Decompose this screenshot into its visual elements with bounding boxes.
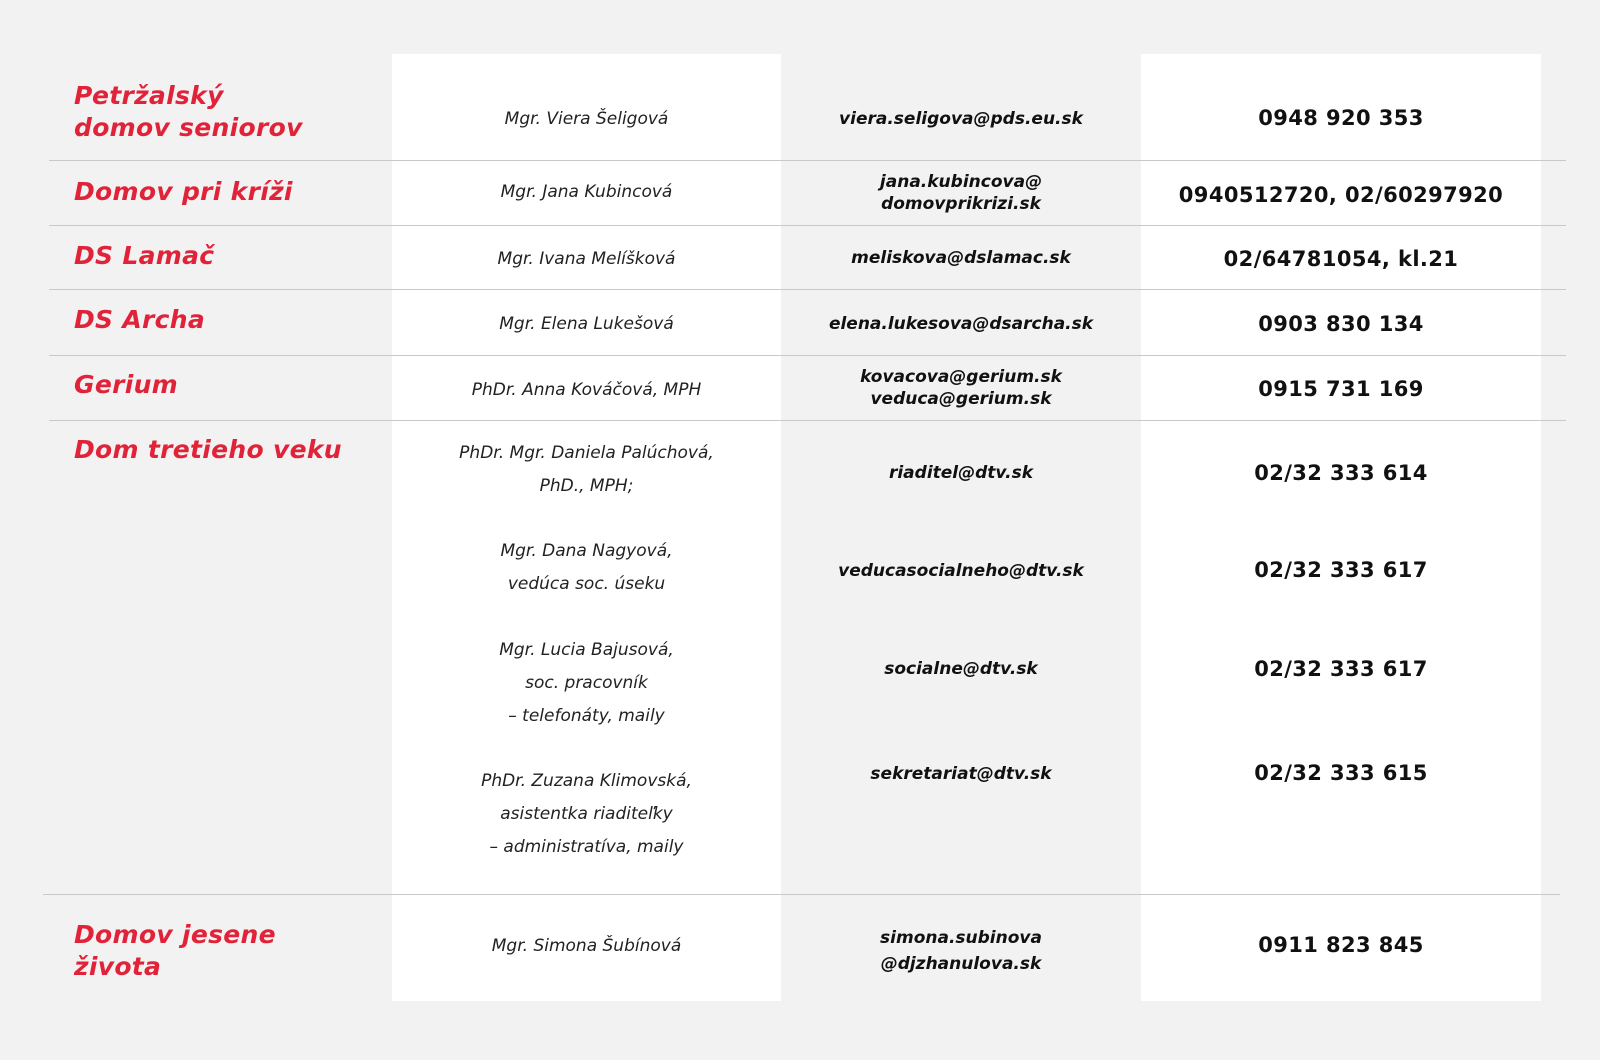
phone-number[interactable]: 02/32 333 617 (1254, 657, 1428, 681)
email-link[interactable]: sekretariat@dtv.sk (870, 764, 1052, 784)
email-link[interactable]: kovacova@gerium.sk veduca@gerium.sk (860, 367, 1062, 409)
row-divider (49, 289, 1566, 290)
row-divider (49, 355, 1566, 356)
phone-number[interactable]: 02/64781054, kl.21 (1223, 247, 1459, 271)
contact-person: Mgr. Viera Šeligová (504, 109, 669, 129)
contact-person: PhDr. Anna Kováčová, MPH (471, 380, 702, 400)
row-divider (49, 160, 1566, 161)
contact-person: PhDr. Mgr. Daniela Palúchová, PhD., MPH; (459, 443, 714, 496)
org-name-ds-archa: DS Archa (74, 305, 206, 334)
email-link[interactable]: viera.seligova@pds.eu.sk (839, 109, 1083, 129)
contact-person: Mgr. Lucia Bajusová, soc. pracovník – telefonáty, maily (499, 640, 674, 726)
email-link[interactable]: meliskova@dslamac.sk (851, 248, 1071, 268)
contact-person: Mgr. Elena Lukešová (499, 314, 674, 334)
row-divider (43, 894, 1560, 895)
org-name-dom-tretieho-veku: Dom tretieho veku (74, 435, 342, 464)
phone-number[interactable]: 0915 731 169 (1258, 377, 1424, 401)
contact-person: Mgr. Jana Kubincová (500, 182, 673, 202)
email-link[interactable]: elena.lukesova@dsarcha.sk (828, 314, 1094, 334)
email-link[interactable]: riaditel@dtv.sk (888, 463, 1034, 483)
phone-number[interactable]: 0948 920 353 (1258, 106, 1424, 130)
phone-number[interactable]: 02/32 333 614 (1254, 461, 1428, 485)
row-divider (49, 225, 1566, 226)
contact-person: Mgr. Dana Nagyová, vedúca soc. úseku (500, 541, 673, 594)
email-link[interactable]: socialne@dtv.sk (884, 659, 1038, 679)
email-link[interactable]: veducasocialneho@dtv.sk (838, 561, 1084, 581)
phone-number[interactable]: 02/32 333 617 (1254, 558, 1428, 582)
phone-number[interactable]: 0911 823 845 (1258, 933, 1424, 957)
phone-number[interactable]: 0940512720, 02/60297920 (1178, 183, 1504, 207)
org-name-petrzalsky: Petržalský domov seniorov (74, 81, 303, 142)
email-link[interactable]: jana.kubincova@ domovprikrizi.sk (879, 172, 1043, 214)
contact-person: Mgr. Ivana Melíšková (497, 249, 676, 269)
contact-person: PhDr. Zuzana Klimovská, asistentka riaditeľky – administratíva, maily (481, 771, 692, 857)
row-divider (49, 420, 1566, 421)
org-name-domov-jesene-zivota: Domov jesene života (74, 920, 276, 981)
contact-person: Mgr. Simona Šubínová (491, 936, 682, 956)
org-name-gerium: Gerium (74, 370, 179, 399)
email-link[interactable]: simona.subinova @djzhanulova.sk (880, 928, 1042, 974)
org-name-domov-pri-krizi: Domov pri kríži (74, 177, 293, 206)
org-name-ds-lamac: DS Lamač (74, 241, 215, 270)
phone-number[interactable]: 0903 830 134 (1258, 312, 1424, 336)
phone-number[interactable]: 02/32 333 615 (1254, 761, 1428, 785)
